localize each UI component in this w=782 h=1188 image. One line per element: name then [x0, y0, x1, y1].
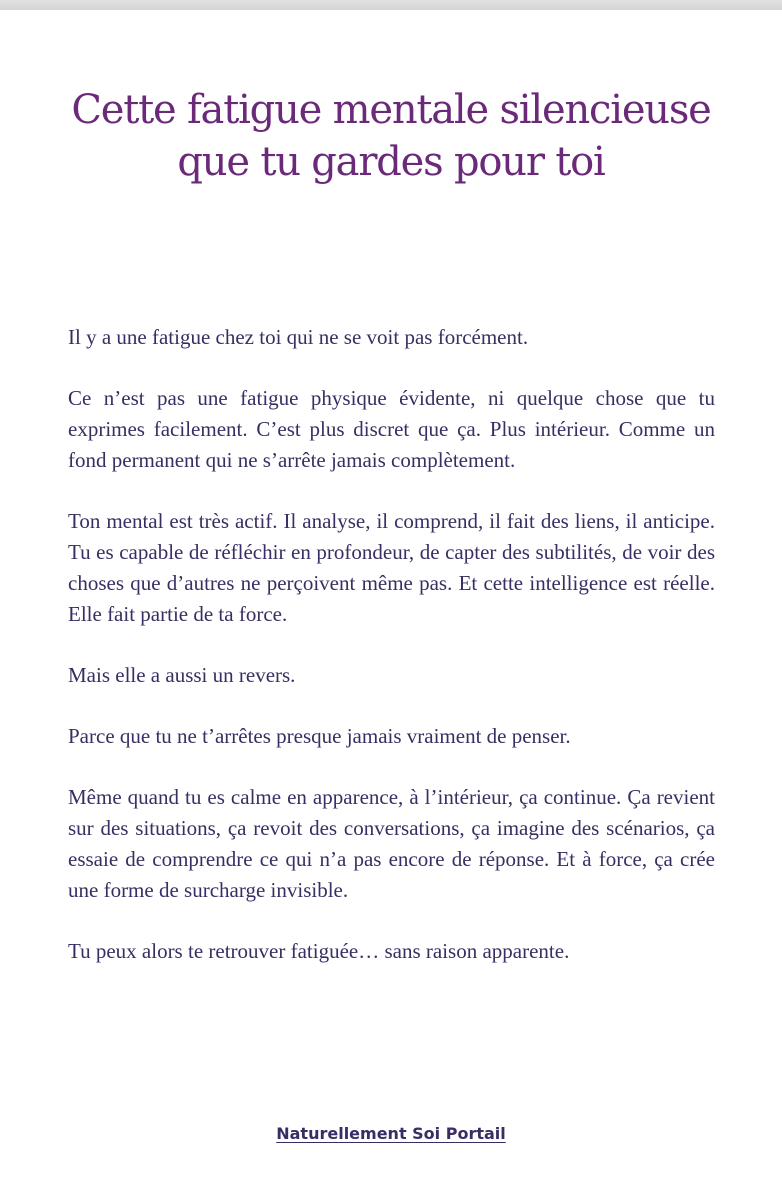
article-paragraph: Ton mental est très actif. Il analyse, il comprend, il fait des liens, il anticipe. Tu es capable de réfléchir en profondeur, de capter des subtilités, de voir des choses que d’autres ne perçoivent même pas. Et cette intelligence est réelle. Elle fait partie de ta force. [68, 509, 715, 626]
article-body [68, 322, 715, 997]
article-paragraph: Même quand tu es calme en apparence, à l’intérieur, ça continue. Ça revient sur des situations, ça revoit des conversations, ça imagine des scénarios, ça essaie de comprendre ce qui n’a pas encore de réponse. Et à force, ça crée une forme de surcharge invisible. [68, 785, 715, 902]
article-page [0, 10, 782, 1188]
portal-link[interactable]: Naturellement Soi Portail [276, 1124, 506, 1143]
article-title: Cette fatigue mentale silencieuse que tu gardes pour toi [71, 87, 711, 185]
article-paragraph: Mais elle a aussi un revers. [68, 663, 296, 687]
window-top-bar [0, 0, 782, 10]
article-paragraph: Tu peux alors te retrouver fatiguée… sans raison apparente. [68, 939, 570, 963]
article-paragraph: Il y a une fatigue chez toi qui ne se voit pas forcément. [68, 325, 529, 349]
article-paragraph: Parce que tu ne t’arrêtes presque jamais vraiment de penser. [68, 724, 571, 748]
article-paragraph: Ce n’est pas une fatigue physique évidente, ni quelque chose que tu exprimes facilement. C’est plus discret que ça. Plus intérieur. Comme un fond permanent qui ne s’arrête jamais complètement. [68, 386, 715, 472]
footer [0, 1122, 782, 1146]
